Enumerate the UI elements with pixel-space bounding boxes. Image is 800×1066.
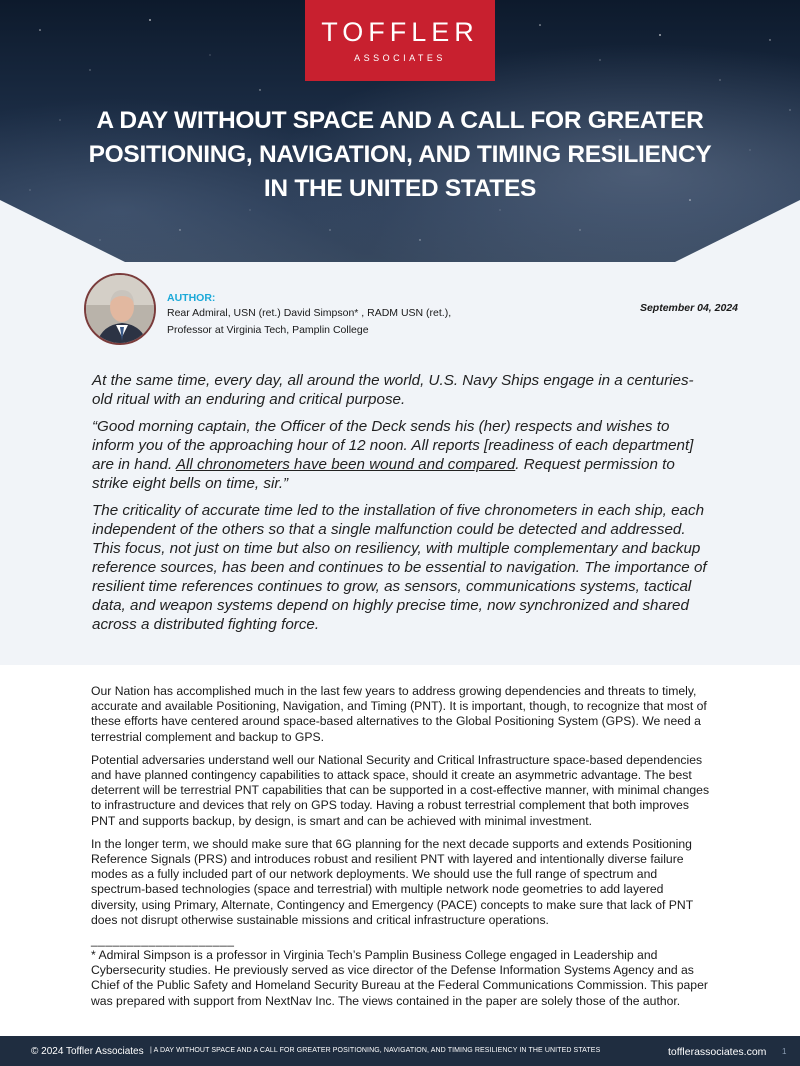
author-label: AUTHOR: — [167, 292, 216, 304]
publication-date: September 04, 2024 — [639, 302, 738, 314]
author-portrait-icon — [86, 275, 156, 345]
hero-banner — [0, 0, 800, 262]
footer-copyright: © 2024 Toffler Associates — [31, 1046, 144, 1057]
body-paragraph-3: In the longer term, we should make sure that 6G planning for the next decade supports and extends Positioning Reference Signals (PRS) and introduces robust and resilient PNT with layered and intentionally diverse failure modes as a fully included part of our network deployments. We should use the full range of spectrum and spectrum-based technologies (space and terrestrial) with multiple network node geometries to add layered diversity, using Primary, Alternate, Contingency and Emergency (PACE) concepts to make sure that lack of PNT does not disrupt otherwise sustainable missions and critical infrastructure operations. — [91, 836, 693, 927]
hero-corner-right — [675, 200, 800, 262]
author-name: Rear Admiral, USN (ret.) David Simpson* , RADM USN (ret.), — [167, 307, 452, 319]
body-paragraph-2: Potential adversaries understand well our National Security and Critical Infrastructure space-based dependencies and have planned contingency capabilities to attack space, should it create an asymmetric advantage. The best deterrent will be terrestrial PNT capabilities that can be supported in a cost-effective manner, with minimal changes to infrastructure and devices that rely on GPS today. Having a robust terrestrial complement that both improves PNT and supports backup, by design, is smart and can be achieved with minimal investment. — [91, 752, 710, 828]
page-number: 1 — [782, 1047, 787, 1056]
intro-quote-underlined: All chronometers have been wound and compared — [175, 456, 516, 473]
footnote: * Admiral Simpson is a professor in Virginia Tech’s Pamplin Business College engaged in Leadership and Cybersecurity studies. He previously served as vice director of the Defense Information Systems Agency and as Chief of the Public Safety and Homeland Security Bureau at the Federal Communications Commission. This paper was prepared with support from NextNav Inc. The views contained in the paper are solely those of the author. — [91, 948, 708, 1008]
footnote-divider: ____________________ — [91, 933, 235, 948]
author-avatar — [84, 273, 156, 345]
hero-corner-left — [0, 200, 125, 262]
intro-paragraph-1: At the same time, every day, all around the world, U.S. Navy Ships engage in a centuries-old ritual with an enduring and critical purpose. — [92, 372, 694, 408]
footer-website-link[interactable]: tofflerassociates.com — [668, 1046, 767, 1058]
intro-text — [92, 371, 712, 642]
intro-panel — [0, 262, 800, 665]
page-title: A DAY WITHOUT SPACE AND A CALL FOR GREATER POSITIONING, NAVIGATION, AND TIMING RESILIENCY IN THE UNITED STATES — [88, 107, 712, 202]
toffler-logo — [305, 0, 495, 81]
intro-quote-start: “Good morning captain, the Officer of the Deck sends his (her) respects and wishes to inform you of the approaching hour of 12 noon. All reports [readiness of each department] are in hand. — [92, 418, 694, 473]
logo-wordmark: TOFFLER — [321, 16, 479, 47]
intro-quote-end: . Request permission to strike eight bells on time, sir.” — [92, 456, 675, 492]
body-text — [91, 684, 711, 1009]
footer-document-title: | A DAY WITHOUT SPACE AND A CALL FOR GREATER POSITIONING, NAVIGATION, AND TIMING RESILIENCY IN THE UNITED STATES — [150, 1047, 601, 1054]
logo-subtitle: ASSOCIATES — [354, 52, 446, 63]
page-footer — [0, 1036, 800, 1066]
intro-paragraph-3: The criticality of accurate time led to the installation of five chronometers in each ship, each independent of the others so that a single malfunction could be detected and addressed. This focus, not just on time but also on resiliency, with multiple complementary and backup reference sources, has been and continues to be essential to navigation. The importance of resilient time references continues to grow, as sensors, communications systems, tactical data, and weapon systems depend on highly precise time, now synchronized and shared across a distributed fighting force. — [92, 502, 707, 633]
intro-paragraph-2 — [92, 417, 712, 493]
body-paragraph-1: Our Nation has accomplished much in the last few years to address growing dependencies and threats to timely, accurate and available Positioning, Navigation, and Timing (PNT). It is important, though, to recognize that most of these efforts have centered around space-based alternatives to the Global Positioning System (GPS). We need a terrestrial complement and backup to GPS. — [91, 684, 707, 744]
author-affiliation: Professor at Virginia Tech, Pamplin College — [167, 324, 369, 336]
